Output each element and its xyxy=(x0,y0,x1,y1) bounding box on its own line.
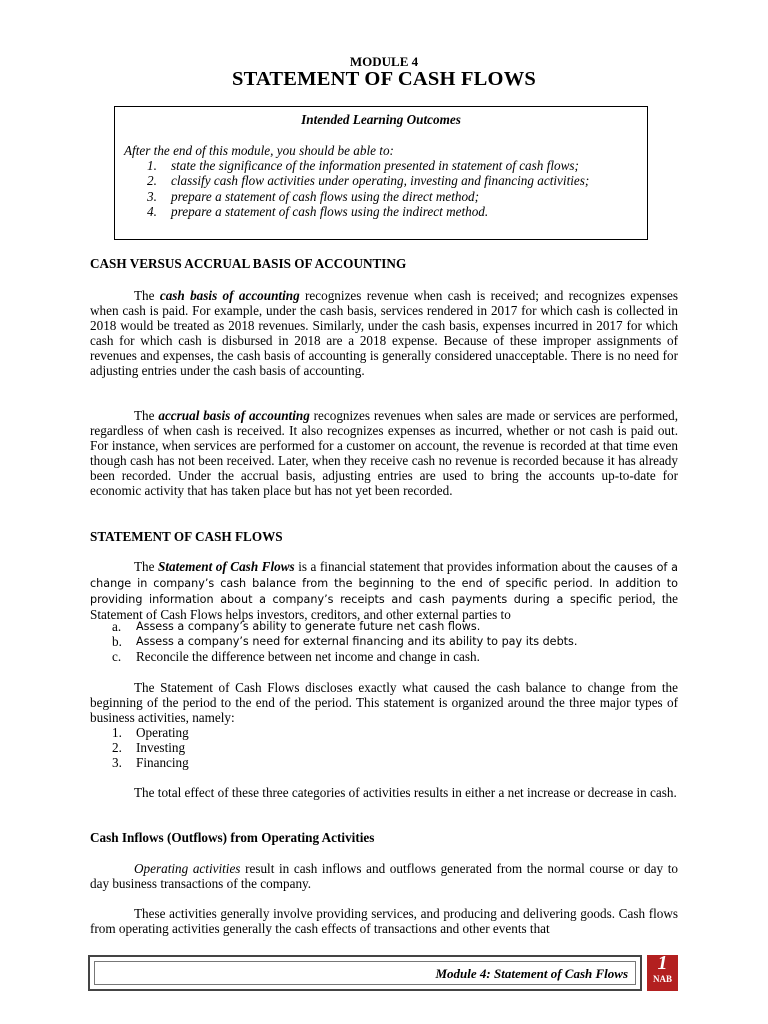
list-number: 1. xyxy=(147,158,157,173)
list-item xyxy=(147,158,641,173)
list-number: 4. xyxy=(147,203,157,219)
list-item xyxy=(147,189,641,204)
list-marker: 2. xyxy=(112,740,122,756)
learning-outcomes-heading: Intended Learning Outcomes xyxy=(301,112,461,127)
list-item xyxy=(112,725,189,740)
list-marker: 1. xyxy=(112,725,122,740)
list-item xyxy=(112,740,189,755)
paragraph-text: period, the Statement of Cash Flows helps investors, creditors, and other external parties to xyxy=(90,591,678,623)
list-marker: c. xyxy=(112,649,122,665)
paragraph-lead: The xyxy=(134,408,159,423)
section-heading-operating: Cash Inflows (Outflows) from Operating Activities xyxy=(90,830,375,845)
list-text: classify cash flow activities under operating, investing and financing activities; xyxy=(171,173,590,189)
list-text: Assess a company’s need for external financing and its ability to pay its debts. xyxy=(136,635,578,649)
paragraph-text: recognizes revenue when cash is received; and recognizes expenses when cash is paid. For example, under the cash basis, services rendered in 2017 for which cash is collected in 2018 would be treated as 2018 revenues. Similarly, under the cash basis, expenses incurred in 2017 for which cash for which cash is disbursed in 2018 are a 2018 expense. Because of these improper assignments of revenues and expenses, the cash basis of accounting is generally considered unacceptable. There is no need for adjusting entries under the cash basis of accounting. xyxy=(90,288,678,379)
list-item xyxy=(112,755,189,770)
list-text: Assess a company’s ability to generate future net cash flows. xyxy=(136,620,481,633)
page-number: 1 xyxy=(657,952,668,974)
list-item xyxy=(147,204,641,219)
list-number: 2. xyxy=(147,173,157,189)
list-number: 3. xyxy=(147,188,157,204)
list-text: Operating xyxy=(136,725,189,740)
paragraph-text: The Statement of Cash Flows discloses exactly what caused the cash balance to change from the beginning of the period to the end of the period. This statement is organized around the three major types of business activities, namely: xyxy=(90,680,678,726)
list-text: state the significance of the information presented in statement of cash flows; xyxy=(171,158,579,173)
term-operating-activities: Operating activities xyxy=(134,861,241,876)
page-footer xyxy=(88,952,678,991)
purpose-list xyxy=(112,619,577,664)
list-marker: a. xyxy=(112,619,122,634)
list-text: Reconcile the difference between net income and change in cash. xyxy=(136,649,480,665)
paragraph-statement-organization xyxy=(90,680,678,725)
paragraph-statement-definition xyxy=(90,559,678,622)
paragraph-text: result in cash inflows and outflows generated from the normal course or day to day business transactions of the company. xyxy=(90,861,678,892)
list-text: Financing xyxy=(136,755,189,771)
list-item xyxy=(147,173,641,188)
section-heading-statement: STATEMENT OF CASH FLOWS xyxy=(90,529,283,544)
page-number-badge xyxy=(647,952,678,991)
paragraph-text: The total effect of these three categories of activities results in either a net increase or decrease in cash. xyxy=(134,785,677,800)
paragraph-text: recognizes revenues when sales are made or services are performed, regardless of when cash is received. It also recognizes expenses as incurred, whether or not cash is paid out. For instance, when services are performed for a customer on account, the revenue is recorded at that time even though cash has not been received. Later, when they receive cash no revenue is recorded because it has already been recorded. Under the accrual basis, adjusting entries are used to bring the accounts up-to-date for economic activity that has taken place but has not yet been recorded. xyxy=(90,408,678,499)
paragraph-accrual-basis xyxy=(90,408,678,499)
paragraph-lead: The xyxy=(134,559,159,574)
footer-frame xyxy=(88,955,642,991)
list-text: prepare a statement of cash flows using the indirect method. xyxy=(171,203,489,219)
list-item xyxy=(112,619,577,634)
paragraph-operating-involve xyxy=(90,906,678,936)
list-marker: b. xyxy=(112,634,122,650)
paragraph-text: These activities generally involve providing services, and producing and delivering goods. Cash flows from operating activities generally the cash effects of transactions and other events that xyxy=(90,906,678,937)
paragraph-text: is a financial statement that provides information about the xyxy=(294,559,615,574)
term-statement-of-cash-flows: Statement of Cash Flows xyxy=(158,559,295,574)
author-initials: NAB xyxy=(652,974,672,984)
term-accrual-basis: accrual basis of accounting xyxy=(158,408,310,423)
list-marker: 3. xyxy=(112,755,122,771)
list-item xyxy=(112,634,577,649)
paragraph-cash-basis xyxy=(90,288,678,379)
activities-list xyxy=(112,725,189,770)
section-heading-cash-vs-accrual: CASH VERSUS ACCRUAL BASIS OF ACCOUNTING xyxy=(90,256,407,271)
learning-outcomes-intro: After the end of this module, you should be able to: xyxy=(124,143,394,158)
footer-title: Module 4: Statement of Cash Flows xyxy=(435,966,628,981)
page-title: STATEMENT OF CASH FLOWS xyxy=(232,68,536,90)
list-text: Investing xyxy=(136,740,186,756)
learning-outcomes-list xyxy=(147,158,641,219)
paragraph-total-effect xyxy=(90,785,678,800)
learning-outcomes-box xyxy=(114,106,648,240)
term-cash-basis: cash basis of accounting xyxy=(159,288,300,303)
list-text: prepare a statement of cash flows using the direct method; xyxy=(171,188,480,204)
paragraph-operating-activities xyxy=(90,861,678,891)
list-item xyxy=(112,649,577,664)
paragraph-text-sans: causes of a change in company’s cash balance from the beginning to the end of specific period. In addition to providing information about a company’s receipts and cash payments during a specific xyxy=(90,561,678,607)
module-label: MODULE 4 xyxy=(349,54,419,69)
paragraph-lead: The xyxy=(134,288,160,303)
